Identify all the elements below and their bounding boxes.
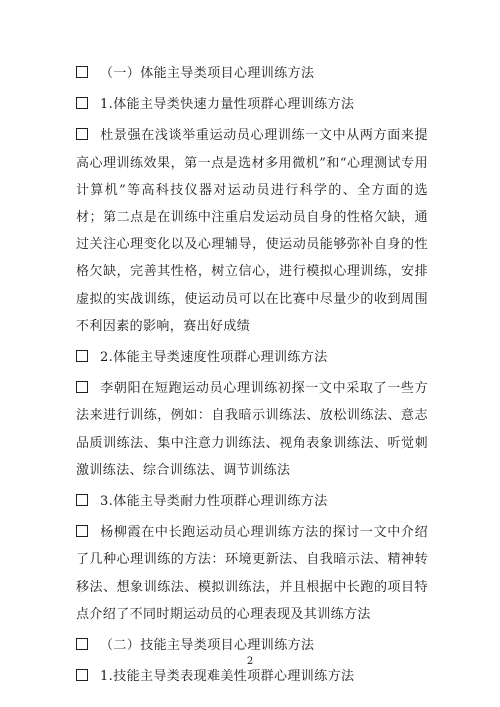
paragraph-text: 1.技能主导类表现难美性项群心理训练方法: [100, 669, 355, 685]
document-body: [76, 60, 428, 694]
subsection-heading: [76, 488, 428, 515]
paragraph-text: 杜景强在浅谈举重运动员心理训练一文中从两方面来提高心理训练效果，第一点是选材多用微机”和“心理测试专用计算机”等高科技仪器对运动员进行科学的、全方面的选材；第二点是在训练中注重启发运动员自身的性格欠缺，通过关注心理变化以及心理辅导，使运动员能够弥补自身的性格欠缺，完善其性格，树立信心，进行模拟心理训练，安排虚拟的实战训练，使运动员可以在比赛中尽量少的收到周围不利因素的影响，赛出好成绩: [76, 128, 428, 334]
checkbox-icon[interactable]: [76, 638, 88, 650]
body-paragraph: [76, 375, 428, 484]
checkbox-icon[interactable]: [76, 381, 88, 393]
paragraph-text: 1.体能主导类快速力量性项群心理训练方法: [100, 97, 355, 113]
paragraph-text: （二）技能主导类项目心理训练方法: [100, 638, 315, 654]
subsection-heading: [76, 663, 428, 690]
paragraph-text: 李朝阳在短跑运动员心理训练初探一文中采取了一些方法来进行训练，例如：自我暗示训练法、放松训练法、意志品质训练法、集中注意力训练法、视角表象训练法、听觉刺激训练法、综合训练法、调节训练法: [76, 381, 428, 478]
body-paragraph: [76, 122, 428, 340]
checkbox-icon[interactable]: [76, 525, 88, 537]
subsection-heading: [76, 91, 428, 118]
checkbox-icon[interactable]: [76, 494, 88, 506]
paragraph-text: 杨柳霞在中长跑运动员心理训练方法的探讨一文中介绍了几种心理训练的方法：环境更新法、自我暗示法、精神转移法、想象训练法、模拟训练法，并且根据中长跑的项目特点介绍了不同时期运动员的心理表现及其训练方法: [76, 525, 428, 622]
checkbox-icon[interactable]: [76, 97, 88, 109]
section-heading: [76, 60, 428, 87]
paragraph-text: 3.体能主导类耐力性项群心理训练方法: [100, 494, 328, 510]
checkbox-icon[interactable]: [76, 128, 88, 140]
paragraph-text: （一）体能主导类项目心理训练方法: [100, 66, 315, 81]
page-number: 2: [246, 656, 254, 667]
subsection-heading: [76, 344, 428, 371]
body-paragraph: [76, 519, 428, 628]
checkbox-icon[interactable]: [76, 350, 88, 362]
paragraph-text: 2.体能主导类速度性项群心理训练方法: [100, 350, 328, 366]
checkbox-icon[interactable]: [76, 669, 88, 681]
checkbox-icon[interactable]: [76, 66, 88, 78]
